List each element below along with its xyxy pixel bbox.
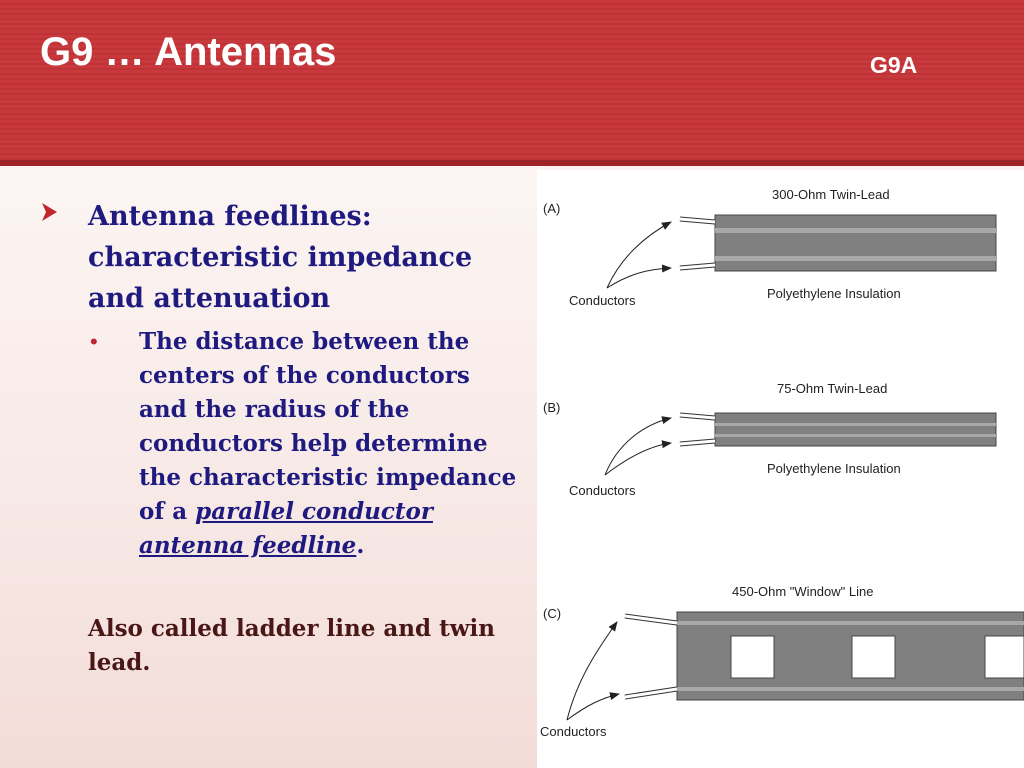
feedline-diagram	[537, 170, 1024, 768]
arrow-bullet-icon	[40, 197, 60, 227]
label-a: (A)	[543, 201, 561, 216]
feedline-diagram-svg	[537, 170, 1024, 768]
label-c: (C)	[543, 606, 562, 621]
arrow-b2	[605, 443, 671, 475]
label-b: (B)	[543, 400, 561, 415]
twin-lead-75-cable	[680, 413, 996, 446]
twin-lead-300-cable	[680, 215, 996, 271]
conductors-c: Conductors	[540, 724, 607, 739]
title-b: 75-Ohm Twin-Lead	[777, 381, 888, 396]
sub-text-end: .	[356, 532, 365, 559]
conductors-a: Conductors	[569, 293, 636, 308]
sub-bullet-text	[139, 325, 519, 563]
sub-text-part1: The distance between the centers of the conductors and the radius of the conductors help determine the characteristic impedance of a	[139, 328, 517, 525]
arrow-c1	[567, 622, 617, 720]
sub-text-link: parallel conductor antenna feedline	[139, 498, 433, 559]
insulation-a: Polyethylene Insulation	[767, 286, 901, 301]
arrow-b1	[605, 418, 671, 475]
conductors-b: Conductors	[569, 483, 636, 498]
window-line-450-cable	[625, 612, 1024, 700]
note-text: Also called ladder line and twin lead.	[88, 615, 495, 676]
slide-title: G9 … Antennas	[40, 30, 337, 74]
title-a: 300-Ohm Twin-Lead	[772, 187, 890, 202]
insulation-b: Polyethylene Insulation	[767, 461, 901, 476]
title-bar	[0, 0, 1024, 163]
arrow-c2	[567, 694, 619, 720]
bullet-heading: Antenna feedlines: characteristic impedance and attenuation	[88, 201, 473, 314]
section-code: G9A	[870, 52, 918, 78]
title-c: 450-Ohm "Window" Line	[732, 584, 874, 599]
sub-bullet-dot-icon: •	[90, 329, 98, 354]
arrow-a1	[607, 222, 671, 288]
